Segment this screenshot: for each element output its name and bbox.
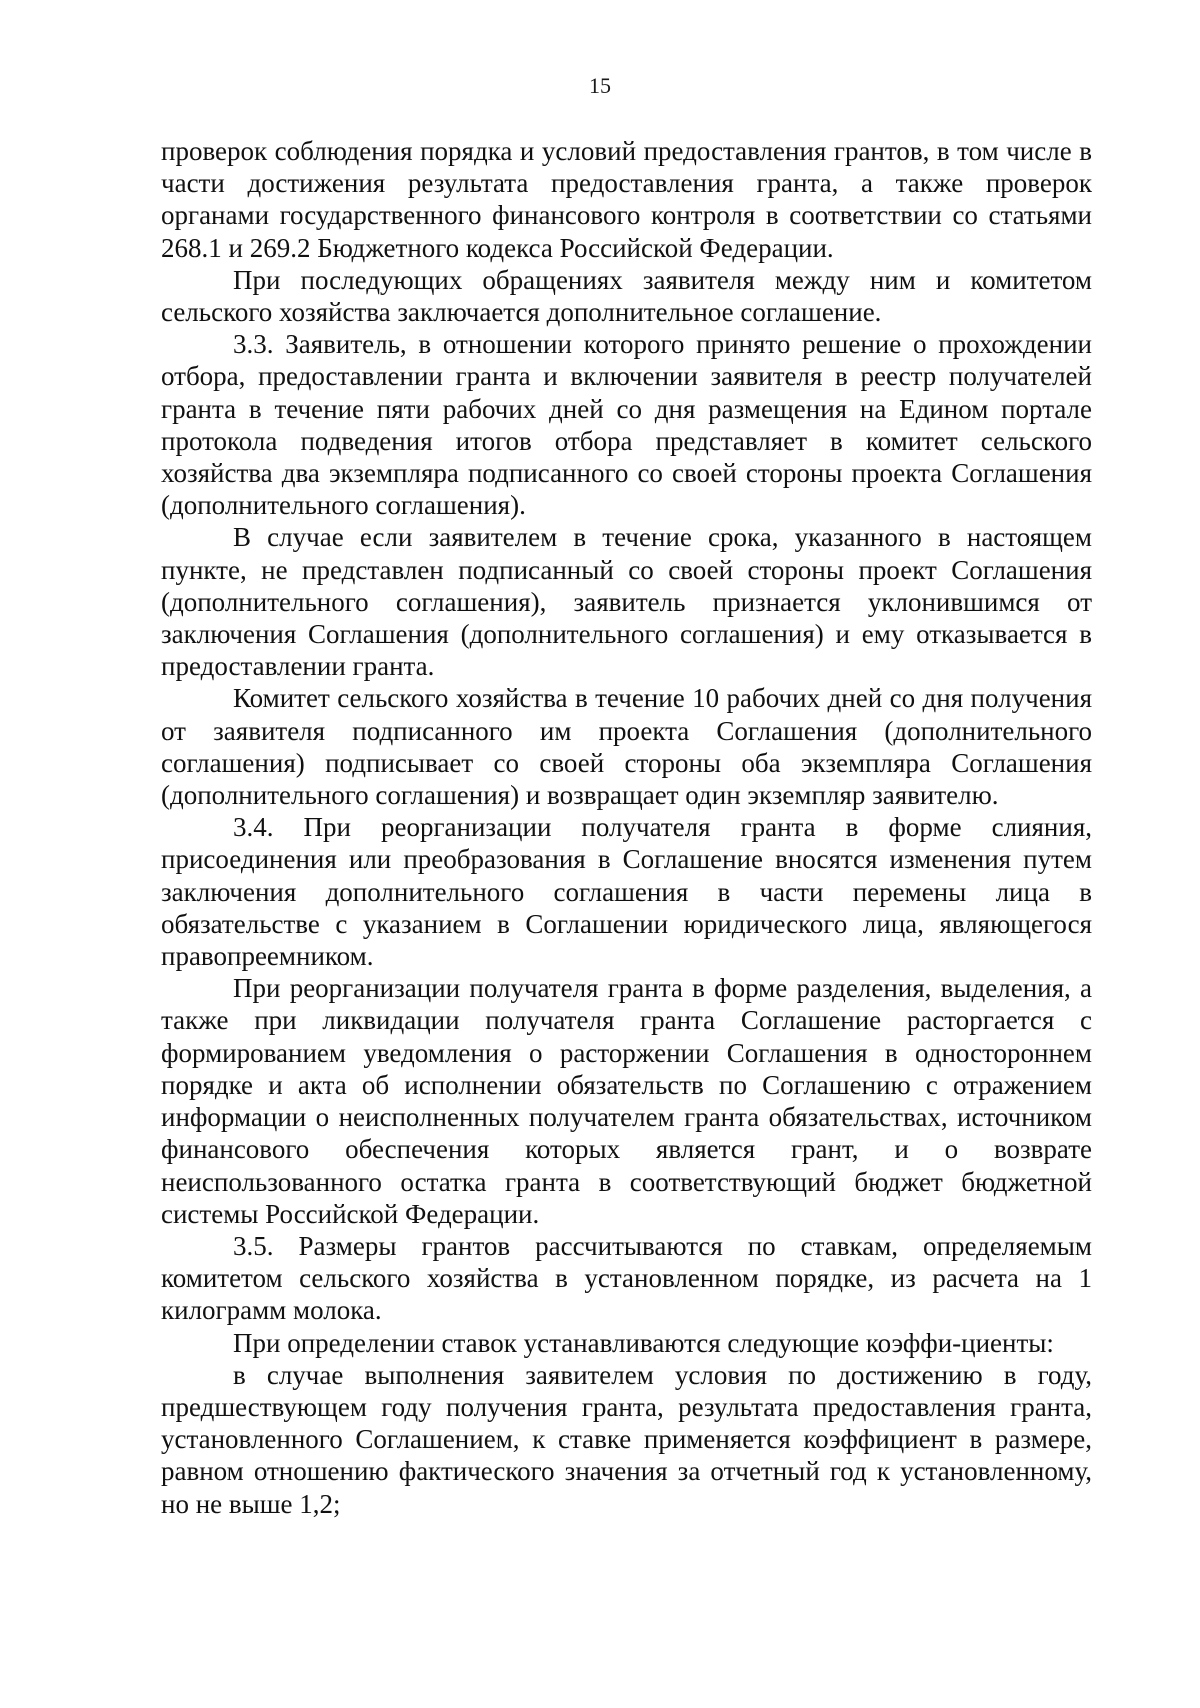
paragraph-evasion: В случае если заявителем в течение срока, указанного в настоящем пункте, не представлен подписанный со своей стороны проект Соглашения (дополнительного соглашения), заявитель признается уклонившимся от заключения Соглашения (дополнительного соглашения) и ему отказывается в предоставлении гранта. — [161, 522, 1092, 682]
paragraph-3-5: 3.5. Размеры грантов рассчитываются по ставкам, определяемым комитетом сельского хозяйства в установленном порядке, из расчета на 1 килограмм молока. — [161, 1230, 1092, 1326]
paragraph-continuation: проверок соблюдения порядка и условий предоставления грантов, в том числе в части достижения результата предоставления гранта, а также проверок органами государственного финансового контроля в соответствии со статьями 268.1 и 269.2 Бюджетного кодекса Российской Федерации. — [161, 136, 1092, 263]
paragraph-3-4: 3.4. При реорганизации получателя гранта в форме слияния, присоединения или преобразования в Соглашение вносятся изменения путем заключения дополнительного соглашения в части перемены лица в обязательстве с указанием в Соглашении юридического лица, являющегося правопреемником. — [161, 812, 1092, 972]
paragraph-3-3: 3.3. Заявитель, в отношении которого принято решение о прохождении отбора, предоставлении гранта и включении заявителя в реестр получателей гранта в течение пяти рабочих дней со дня размещения на Едином портале протокола подведения итогов отбора представляет в комитет сельского хозяйства два экземпляра подписанного со своей стороны проекта Соглашения (дополнительного соглашения). — [161, 329, 1092, 521]
paragraph-coefficient-condition: в случае выполнения заявителем условия по достижению в году, предшествующем году получения гранта, результата предоставления гранта, установленного Соглашением, к ставке применяется коэффициент в размере, равном отношению фактического значения за отчетный год к установленному, но не выше 1,2; — [161, 1359, 1092, 1519]
page-number: 15 — [589, 73, 611, 98]
paragraph-coefficients-intro: При определении ставок устанавливаются следующие коэффи-циенты: — [233, 1327, 1054, 1358]
paragraph-committee-signing: Комитет сельского хозяйства в течение 10 рабочих дней со дня получения от заявителя подписанного им проекта Соглашения (дополнительного соглашения) подписывает со своей стороны оба экземпляра Соглашения (дополнительного соглашения) и возвращает один экземпляр заявителю. — [161, 683, 1092, 811]
paragraph-reorganization-termination: При реорганизации получателя гранта в форме разделения, выделения, а также при ликвидации получателя гранта Соглашение расторгается с формированием уведомления о расторжении Соглашения в одностороннем порядке и акта об исполнении обязательств по Соглашению с отражением информации о неисполненных получателем гранта обязательствах, источником финансового обеспечения которых является грант, и о возврате неиспользованного остатка гранта в соответствующий бюджет бюджетной системы Российской Федерации. — [161, 973, 1092, 1229]
paragraph-additional-agreement: При последующих обращениях заявителя между ним и комитетом сельского хозяйства заключается дополнительное соглашение. — [161, 264, 1092, 328]
document-body — [161, 135, 1092, 1520]
